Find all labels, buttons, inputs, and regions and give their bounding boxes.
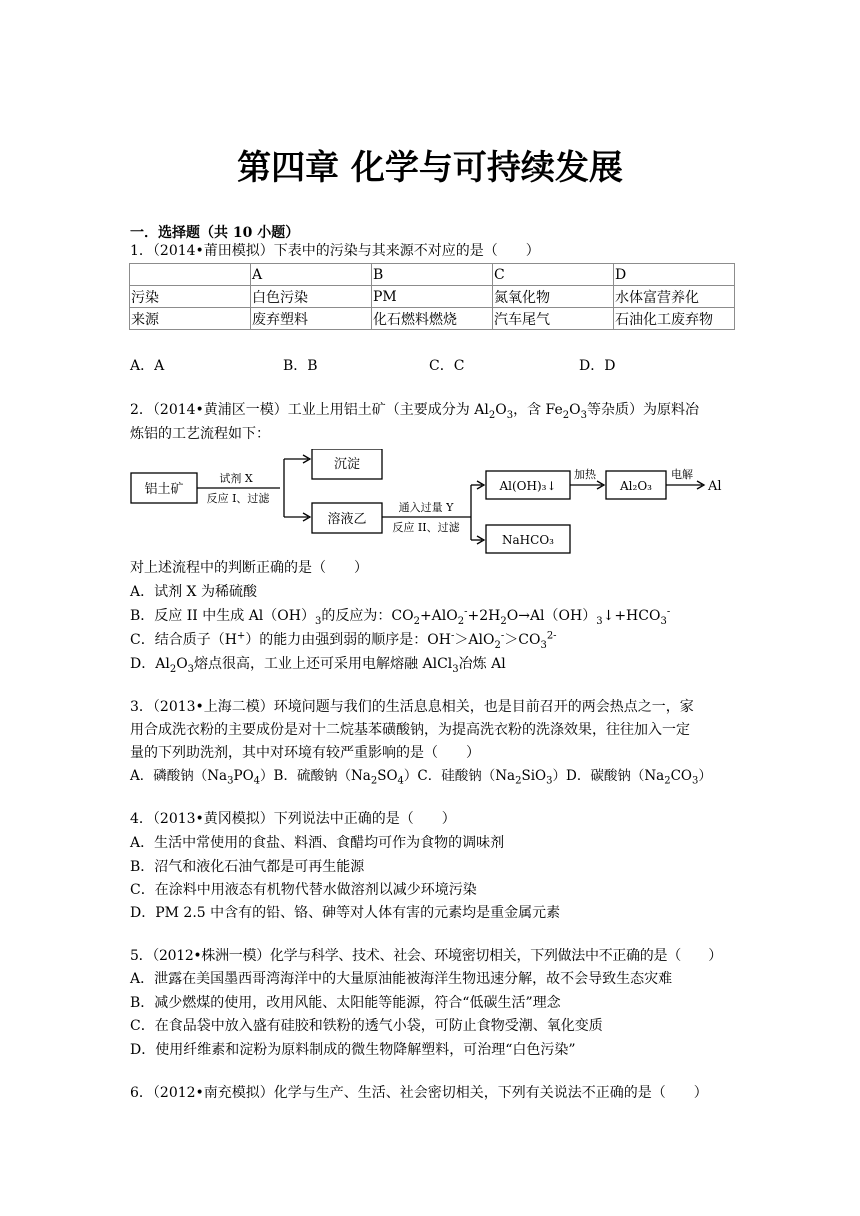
table-cell: 水体富营养化 [614, 286, 735, 308]
table-cell: D [614, 264, 735, 286]
q3-line2: 用合成洗衣粉的主要成份是对十二烷基苯磺酸钠，为提高洗衣粉的洗涤效果，往往加入一定 [130, 722, 690, 738]
table-cell: 化石燃料燃烧 [372, 308, 493, 330]
al-label: Al [708, 479, 722, 494]
nahco3-label: NaHCO₃ [502, 533, 554, 547]
q1-stem: 1．（2014•莆田模拟）下表中的污染与其来源不对应的是（ ） [130, 243, 540, 259]
q4-option-d: D．PM 2.5 中含有的铅、铬、砷等对人体有害的元素均是重金属元素 [130, 905, 561, 921]
section-heading: 一．选择题（共 10 小题） [130, 225, 300, 241]
table-cell [130, 264, 251, 286]
q1-option-a: A．A [130, 358, 165, 374]
q3-line1: 3．（2013•上海二模）环境问题与我们的生活息息相关，也是目前召开的两会热点之一，家 [130, 699, 694, 715]
table-cell: C [493, 264, 614, 286]
table-cell: 废弃塑料 [251, 308, 372, 330]
q2-option-a: A．试剂 X 为稀硫酸 [130, 584, 257, 600]
q5-stem: 5．（2012•株洲一模）化学与科学、技术、社会、环境密切相关，下列做法中不正确的是（ ） [130, 948, 722, 964]
q1-option-b: B．B [283, 358, 318, 374]
table-cell: 白色污染 [251, 286, 372, 308]
q4-option-b: B．沼气和液化石油气都是可再生能源 [130, 859, 365, 875]
table-cell: B [372, 264, 493, 286]
q2-stem-line1: 2．（2014•黄浦区一模）工业上用铝土矿（主要成分为 $Al_2O_3$，含 $Fe_2O_3$等杂质）为原料冶 [130, 402, 699, 421]
table-cell: 污染 [130, 286, 251, 308]
al2o3-label: Al₂O₃ [620, 479, 652, 493]
q4-option-a: A．生活中常使用的食盐、料酒、食醋均可作为食物的调味剂 [130, 835, 505, 851]
table-cell: 石油化工废弃物 [614, 308, 735, 330]
q5-option-a: A．泄露在美国墨西哥湾海洋中的大量原油能被海洋生物迅速分解，故不会导致生态灾难 [130, 971, 673, 987]
table-cell: A [251, 264, 372, 286]
q1-option-c: C．C [429, 358, 465, 374]
table-cell: 氮氧化物 [493, 286, 614, 308]
q2-option-c: C．结合质子（H+）的能力由强到弱的顺序是：$OH^->AlO_2^->CO_3^{2-}$ [130, 630, 557, 651]
electrolysis-label: 电解 [671, 468, 693, 481]
reagent-label: 试剂 X [219, 472, 253, 485]
table-row [130, 286, 735, 308]
reaction2-label: 反应 II、过滤 [392, 521, 460, 534]
reaction1-label: 反应 I、过滤 [206, 492, 270, 505]
heat-label: 加热 [574, 468, 596, 481]
q2-stem-line2: 炼铝的工艺流程如下： [130, 426, 270, 442]
q2-option-b: B．反应 II 中生成 $Al(OH)_3$的反应为：$CO_2+AlO_2^-+2H_2O\to Al(OH)_3↓+HCO_3^-$ [130, 606, 671, 627]
q2-option-d: D．$Al_2O_3$熔点很高，工业上还可采用电解熔融 AlCl$_3$冶炼 Al [130, 656, 506, 675]
q5-option-d: D．使用纤维素和淀粉为原料制成的微生物降解塑料，可治理“白色污染” [130, 1042, 576, 1058]
table-cell: PM [372, 286, 493, 308]
solution-label: 溶液乙 [327, 512, 367, 527]
q3-options: A．磷酸钠$(Na_3PO_4)B$．硫酸钠$(Na_2SO_4)C$．硅酸钠$(Na_2SiO_3)D$．碳酸钠$(Na_2CO_3)$ [130, 768, 712, 787]
pollution-table [129, 263, 735, 330]
page-title: 第四章 化学与可持续发展 [237, 148, 623, 188]
table-row [130, 308, 735, 330]
pass-y-label: 通入过量 Y [398, 501, 454, 514]
precipitate-label: 沉淀 [333, 457, 361, 472]
q3-line3: 量的下列助洗剂，其中对环境有较严重影响的是（ ） [130, 745, 480, 761]
aloh3-label: Al(OH)₃↓ [499, 479, 557, 493]
q1-option-d: D．D [579, 358, 616, 374]
q2-question: 对上述流程中的判断正确的是（ ） [130, 560, 368, 576]
q5-option-c: C．在食品袋中放入盛有硅胶和铁粉的透气小袋，可防止食物受潮、氧化变质 [130, 1018, 603, 1034]
q6-stem: 6．（2012•南充模拟）化学与生产、生活、社会密切相关，下列有关说法不正确的是（ ） [130, 1085, 708, 1101]
process-flow-diagram [126, 449, 726, 555]
ore-label: 铝土矿 [144, 482, 184, 497]
table-cell: 来源 [130, 308, 251, 330]
q5-option-b: B．减少燃煤的使用，改用风能、太阳能等能源，符合“低碳生活”理念 [130, 995, 561, 1011]
table-cell: 汽车尾气 [493, 308, 614, 330]
q4-option-c: C．在涂料中用液态有机物代替水做溶剂以减少环境污染 [130, 882, 477, 898]
q4-stem: 4．（2013•黄冈模拟）下列说法中正确的是（ ） [130, 811, 456, 827]
table-row [130, 264, 735, 286]
